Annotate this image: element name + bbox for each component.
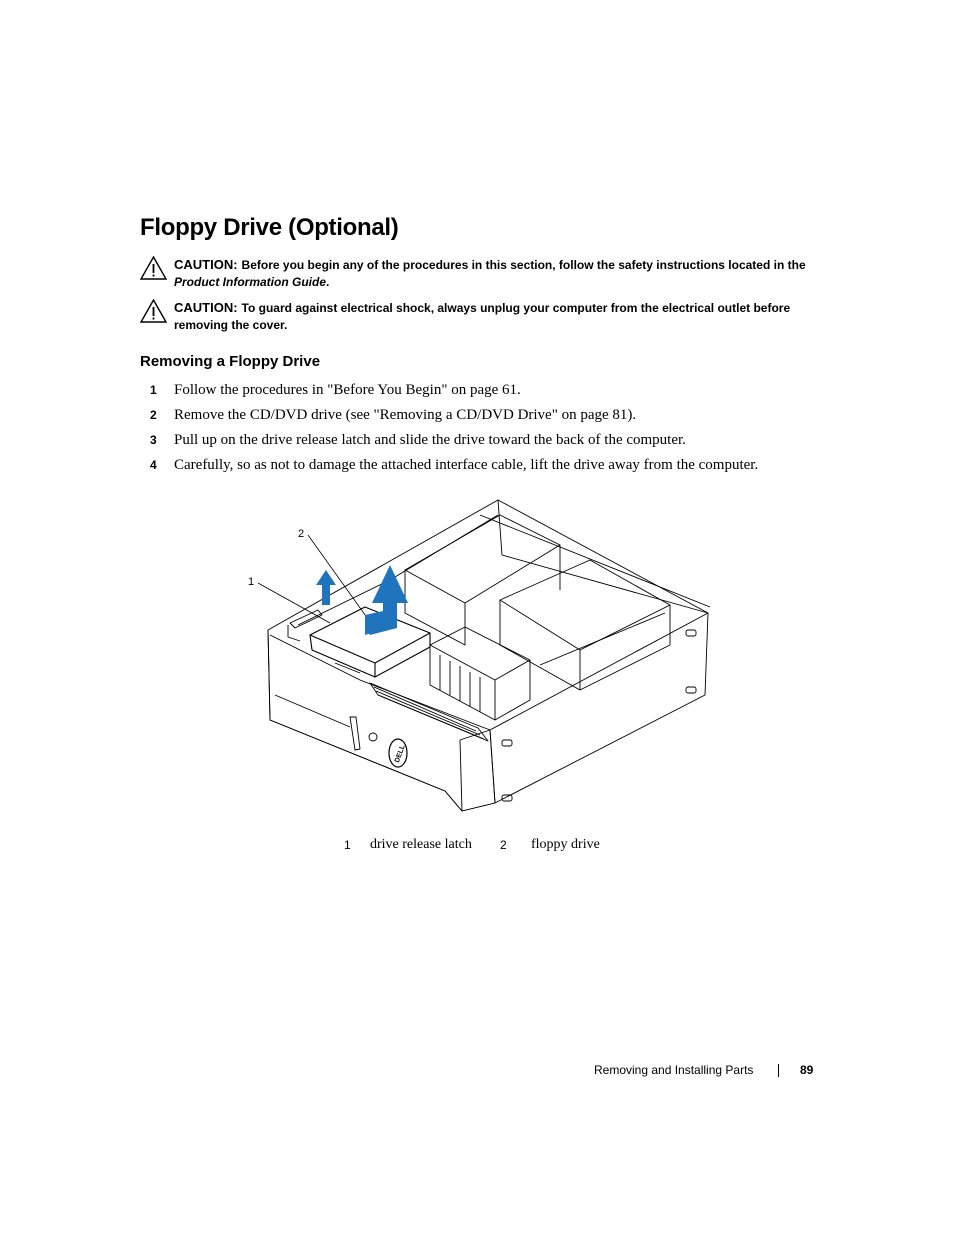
warning-icon <box>140 299 167 323</box>
step-number: 3 <box>150 433 157 447</box>
footer-section: Removing and Installing Parts <box>594 1063 754 1077</box>
caution-text: Before you begin any of the procedures in this section, follow the safety instructions located in the <box>241 258 806 272</box>
caution-notice <box>140 299 820 334</box>
caution-text-end: . <box>326 275 330 289</box>
drive-cage <box>500 560 670 650</box>
callout-label-1: 1 <box>248 576 255 588</box>
latch-arrow <box>316 570 336 605</box>
computer-illustration <box>240 495 720 815</box>
step-item <box>140 430 840 455</box>
step-number: 1 <box>150 383 157 397</box>
step-item <box>140 405 840 430</box>
chassis-outline <box>268 500 708 811</box>
caution-label: CAUTION: <box>174 300 238 315</box>
callout-line-2 <box>308 535 368 619</box>
caution-notice <box>140 256 820 291</box>
legend-number: 2 <box>500 838 507 852</box>
caution-guide-name: Product Information Guide <box>174 275 326 289</box>
caution-label: CAUTION: <box>174 257 238 272</box>
steps-list <box>140 380 840 480</box>
callout-line-1 <box>258 583 330 623</box>
step-number: 4 <box>150 458 157 472</box>
legend-item <box>344 836 351 855</box>
step-text: Follow the procedures in "Before You Begin" on page 61. <box>174 382 521 398</box>
step-text: Remove the CD/DVD drive (see "Removing a CD/DVD Drive" on page 81). <box>174 407 637 423</box>
release-latch <box>290 610 322 628</box>
step-number: 2 <box>150 408 157 422</box>
legend-number: 1 <box>344 838 351 852</box>
section-heading: Removing a Floppy Drive <box>140 353 321 370</box>
callout-label-2: 2 <box>298 528 305 540</box>
page-footer <box>594 1062 824 1078</box>
step-text: Pull up on the drive release latch and slide the drive toward the back of the computer. <box>174 432 686 448</box>
caution-text: To guard against electrical shock, always unplug your computer from the electrical outlet before removing the cover. <box>174 301 791 332</box>
dell-logo: DELL <box>393 744 407 764</box>
page-title: Floppy Drive (Optional) <box>140 214 399 241</box>
legend-item <box>500 836 507 855</box>
legend-label: drive release latch <box>370 837 472 852</box>
warning-icon <box>140 256 167 280</box>
page-number: 89 <box>800 1063 814 1077</box>
step-item <box>140 380 840 405</box>
step-text: Carefully, so as not to damage the attached interface cable, lift the drive away from the computer. <box>174 457 759 473</box>
legend-label: floppy drive <box>531 837 600 852</box>
power-supply <box>405 515 560 603</box>
step-item <box>140 455 840 480</box>
footer-divider <box>778 1064 779 1077</box>
